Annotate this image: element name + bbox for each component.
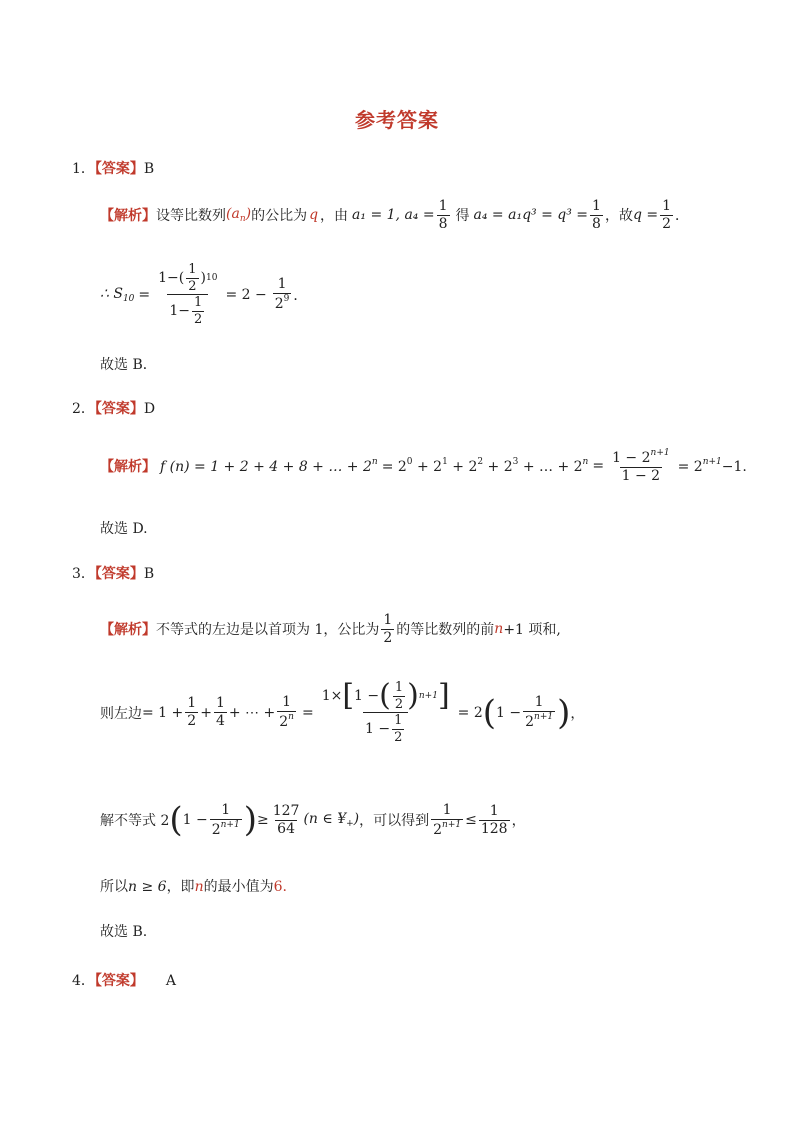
question-number: 4． — [72, 973, 95, 989]
period: ． — [675, 208, 690, 225]
answer-tag: 【答案】 — [94, 973, 144, 989]
text: 则左边 — [100, 705, 142, 722]
sequence-symbol: $(a_n)$ — [226, 206, 252, 225]
answer-tag: 【答案】 — [94, 161, 144, 177]
answer-value: B — [143, 566, 155, 582]
analysis-tag: 【解析】 — [100, 459, 156, 476]
fraction-1-8: $\frac{1}{8}$ — [438, 198, 448, 232]
q3-conclusion: 故选 B. — [100, 924, 148, 940]
answer-value: B — [143, 161, 155, 177]
text: 的等比数列的前 — [396, 622, 495, 639]
text: ，由 — [320, 208, 349, 225]
text: 的公比为 — [251, 208, 308, 225]
geometric-sum-fraction: $\frac{1 - 2^{n+1}}{1 - 2}$ — [612, 448, 670, 484]
q3-analysis-line-3: 解不等式 2 ( 1 − $\frac{1}{2^{n+1}}$ ) ≥ $\frac{127}{64}$ (n ∈ $¥_+$) ，可以得到 $\frac{1}{2^{n+1}}$ ≤ $\frac{1}{128}$ ， — [100, 800, 526, 841]
domain-condition: (n ∈ $¥_+$) — [303, 811, 360, 830]
fraction-1-2n1: $\frac{1}{2^{n+1}}$ — [433, 802, 462, 838]
fraction-1-2n1: $\frac{1}{2^{n+1}}$ — [211, 802, 240, 838]
page-title: 参考答案 — [355, 108, 439, 132]
question-number: 1． — [72, 161, 95, 177]
text: 设等比数列 — [156, 208, 226, 225]
condition: a₁ = 1, a₄ = — [352, 207, 435, 224]
q2-conclusion: 故选 D. — [100, 521, 148, 537]
q2-analysis-line — [100, 448, 747, 485]
text: 得 — [455, 208, 470, 225]
fraction-1-2n: $\frac{1}{2^n}$ — [279, 694, 294, 731]
text: ，故 — [604, 208, 633, 225]
fraction-1-2: $\frac{1}{2}$ — [187, 695, 197, 730]
fraction-1-2n1: $\frac{1}{2^{n+1}}$ — [525, 694, 554, 731]
text: ，可以得到 — [359, 813, 430, 830]
sum-symbol: ∴ $S_{10}$ — [100, 285, 135, 304]
question-number: 3． — [72, 566, 95, 582]
q3-analysis-line-1 — [100, 612, 561, 647]
fraction-1-2-9: $\frac{1}{2^9}$ — [274, 276, 290, 313]
function-expression: f (n) = 1 + 2 + 4 + 8 + … + $2^n$ — [160, 457, 378, 476]
question-4-header — [72, 970, 176, 990]
fraction-1-2: $\frac{1}{2}$ — [383, 612, 393, 646]
sum-fraction: 1−( $\frac{1}{2}$ ) 10 1− $\frac{1}{2}$ — [158, 262, 218, 327]
text: 不等式的左边是以首项为 1，公比为 — [156, 622, 380, 639]
fraction-127-64: $\frac{127}{64}$ — [272, 803, 300, 837]
dots: + ⋯ + — [228, 704, 276, 721]
q1-analysis-line-2 — [100, 262, 307, 327]
q3-analysis-line-2: 则左边 = 1 + $\frac{1}{2}$ + $\frac{1}{4}$ + ⋯ + $\frac{1}{2^n}$ = 1× [ 1 − ( $\frac{1}{2}$ ) n+1 ] 1 − $\frac{1}{2}$ = 2 ( 1 − $\frac{1}{2^{n+1}}$ ) ， — [100, 678, 585, 745]
result: = $2^{n+1}-1$. — [677, 457, 747, 476]
question-3-header — [72, 563, 154, 583]
equals: = — [138, 286, 151, 303]
fraction-1-128: $\frac{1}{128}$ — [480, 803, 508, 837]
ge: ≥ — [256, 812, 269, 829]
le: ≤ — [465, 812, 477, 829]
big-sum-fraction: 1× [ 1 − ( $\frac{1}{2}$ ) n+1 ] 1 − $\frac{1}{2}$ — [321, 678, 450, 745]
answer-tag: 【答案】 — [94, 401, 144, 417]
equals: = 2 − — [225, 286, 267, 303]
fraction-1-2: $\frac{1}{2}$ — [662, 198, 672, 232]
equals: = 2 — [457, 704, 483, 721]
fraction-1-4: $\frac{1}{4}$ — [215, 695, 225, 730]
variable-q: q — [309, 207, 319, 224]
answer-tag: 【答案】 — [94, 566, 144, 582]
equation: q = — [632, 207, 659, 224]
text: 解不等式 2 — [100, 813, 170, 830]
question-number: 2． — [72, 401, 95, 417]
period: ． — [293, 287, 308, 304]
question-2-header — [72, 398, 155, 418]
text: +1 项和, — [503, 622, 561, 639]
variable-n: n — [494, 621, 504, 638]
answer-value: A — [165, 973, 177, 989]
equals: = — [592, 458, 605, 475]
fraction-1-8: $\frac{1}{8}$ — [592, 198, 601, 232]
answer-value: D — [143, 401, 156, 417]
q3-analysis-line-4: 所以n ≥ 6，即n的最小值为6. — [100, 879, 287, 895]
analysis-tag: 【解析】 — [100, 622, 156, 639]
power-sum: = $2^0 + 2^1 + 2^2 + 2^3$ + … + $2^n$ — [381, 457, 589, 476]
question-1-header — [72, 158, 154, 178]
q1-analysis-line-1 — [100, 198, 689, 233]
sum: = 1 + — [142, 704, 184, 721]
analysis-tag: 【解析】 — [100, 208, 156, 225]
equation: a₄ = a₁q³ = q³ = — [473, 207, 589, 224]
q1-conclusion: 故选 B． — [100, 357, 157, 373]
